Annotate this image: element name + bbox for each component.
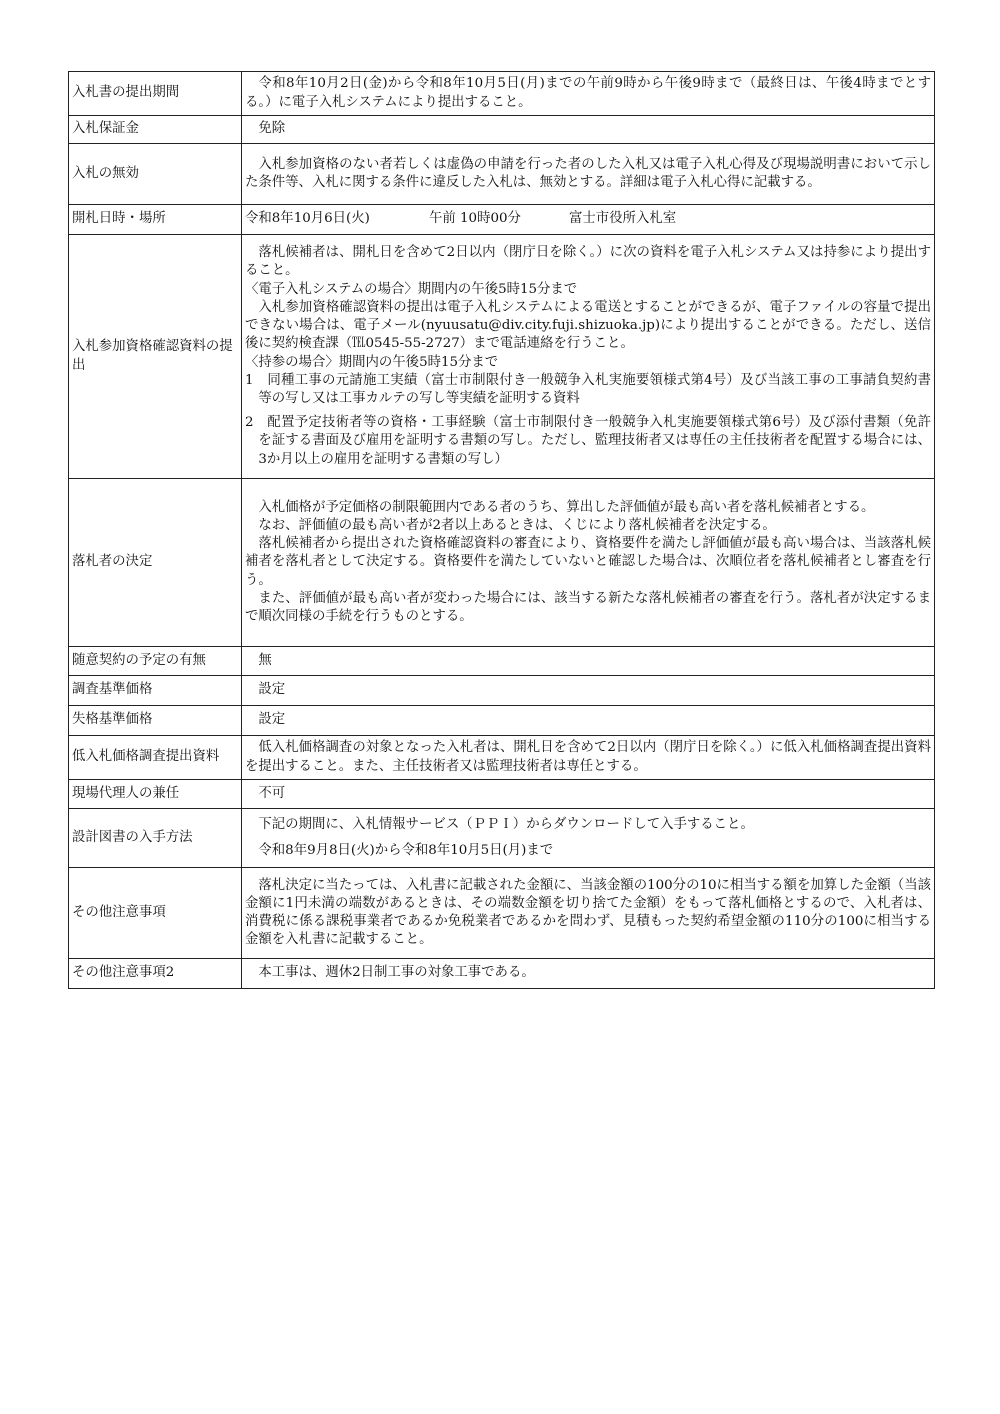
opening-date: 令和8年10月6日(火) (245, 211, 370, 227)
content-text: 免除 (258, 121, 286, 137)
table-row (69, 72, 935, 116)
opening-time: 午前 10時00分 (429, 211, 521, 227)
table-row (69, 479, 935, 647)
content-text: 無 (258, 652, 272, 668)
row-content (242, 706, 935, 736)
opening-place: 富士市役所入札室 (569, 211, 677, 227)
row-content (242, 809, 935, 868)
table-row (69, 736, 935, 780)
content-text: 設定 (258, 682, 286, 698)
content-text: 下記の期間に、入札情報サービス（ＰＰＩ）からダウンロードして入手すること。 (258, 816, 754, 832)
row-content (242, 479, 935, 647)
table-row (69, 676, 935, 706)
table-row (69, 205, 935, 235)
table-row (69, 116, 935, 144)
row-label: その他注意事項 (69, 868, 242, 959)
content-text: 令和8年9月8日(火)から令和8年10月5日(月)まで (258, 843, 554, 858)
content-text: 設定 (258, 712, 286, 728)
row-content (242, 959, 935, 989)
row-label: 入札書の提出期間 (69, 72, 242, 116)
row-label: 入札の無効 (69, 144, 242, 205)
table-row (69, 809, 935, 868)
row-content (242, 647, 935, 676)
row-content (242, 116, 935, 144)
content-text: 入札参加資格のない者若しくは虚偽の申請を行った者のした入札又は電子入札心得及び現場説明書において示した条件等、入札に関する条件に違反した入札は、無効とする。詳細は電子入札心得に記載する。 (245, 156, 931, 190)
table-row (69, 780, 935, 809)
content-text: 入札参加資格確認資料の提出は電子入札システムによる電送とすることができるが、電子ファイルの容量で提出できない場合は、電子メール(nyuusatu@div.city.fuji.shizuoka.jp)により提出することができる。ただし、送信後に契約検査課（℡0545-55-2727）まで電話連絡を行うこと。 (245, 299, 931, 352)
row-label: 調査基準価格 (69, 676, 242, 706)
content-text: なお、評価値の最も高い者が2者以上あるときは、くじにより落札候補者を決定する。 (258, 517, 776, 533)
table-row (69, 647, 935, 676)
row-content (242, 205, 935, 235)
row-label: 現場代理人の兼任 (69, 780, 242, 809)
content-text: また、評価値が最も高い者が変わった場合には、該当する新たな落札候補者の審査を行う。落札者が決定するまで順次同様の手続を行うものとする。 (245, 590, 931, 624)
table-row (69, 235, 935, 479)
content-text: 令和8年10月2日(金)から令和8年10月5日(月)までの午前9時から午後9時まで（最終日は、午後4時までとする。）に電子入札システムにより提出すること。 (245, 76, 931, 110)
content-text: 本工事は、週休2日制工事の対象工事である。 (258, 965, 535, 981)
content-text: 1 同種工事の元請施工実績（富士市制限付き一般競争入札実施要領様式第4号）及び当該工事の工事請負契約書等の写し又は工事カルテの写し等実績を証明する資料 (245, 372, 931, 406)
row-label: 入札参加資格確認資料の提出 (69, 235, 242, 479)
row-label: 設計図書の入手方法 (69, 809, 242, 868)
row-content (242, 868, 935, 959)
bid-conditions-table (68, 71, 935, 989)
row-label: 開札日時・場所 (69, 205, 242, 235)
content-text: 不可 (258, 785, 286, 801)
row-label: 随意契約の予定の有無 (69, 647, 242, 676)
content-text: 入札価格が予定価格の制限範囲内である者のうち、算出した評価値が最も高い者を落札候補者とする。 (258, 499, 875, 515)
row-content (242, 780, 935, 809)
content-text: 〈電子入札システムの場合〉期間内の午後5時15分まで (245, 281, 578, 297)
content-text: 落札候補者から提出された資格確認資料の審査により、資格要件を満たし評価値が最も高い場合は、当該落札候補者を落札者として決定する。資格要件を満たしていないと確認した場合は、次順位者を落札候補者とし審査を行う。 (245, 536, 931, 588)
table-row (69, 144, 935, 205)
table-row (69, 868, 935, 959)
row-content (242, 72, 935, 116)
content-text: 落札候補者は、開札日を含めて2日以内（閉庁日を除く。）に次の資料を電子入札システム又は持参により提出すること。 (245, 245, 931, 279)
row-content (242, 235, 935, 479)
row-content (242, 676, 935, 706)
row-content (242, 736, 935, 780)
row-label: 低入札価格調査提出資料 (69, 736, 242, 780)
row-label: 失格基準価格 (69, 706, 242, 736)
content-text: 落札決定に当たっては、入札書に記載された金額に、当該金額の100分の10に相当する額を加算した金額（当該金額に1円未満の端数があるときは、その端数金額を切り捨てた金額）をもって落札価格とするので、入札者は、消費税に係る課税事業者であるか免税業者であるかを問わず、見積もった契約希望金額の110分の100に相当する金額を入札書に記載すること。 (245, 877, 931, 948)
table-row (69, 959, 935, 989)
content-text: 2 配置予定技術者等の資格・工事経験（富士市制限付き一般競争入札実施要領様式第6号）及び添付書類（免許を証する書面及び雇用を証明する書類の写し。ただし、監理技術者又は専任の主任技術者を配置する場合には、3か月以上の雇用を証明する書類の写し） (245, 415, 931, 467)
table-row (69, 706, 935, 736)
content-text: 〈持参の場合〉期間内の午後5時15分まで (245, 354, 499, 370)
row-content (242, 144, 935, 205)
row-label: 落札者の決定 (69, 479, 242, 647)
row-label: 入札保証金 (69, 116, 242, 144)
row-label: その他注意事項2 (69, 959, 242, 989)
content-text: 低入札価格調査の対象となった入札者は、開札日を含めて2日以内（閉庁日を除く。）に低入札価格調査提出資料を提出すること。また、主任技術者又は監理技術者は専任とする。 (245, 740, 931, 774)
